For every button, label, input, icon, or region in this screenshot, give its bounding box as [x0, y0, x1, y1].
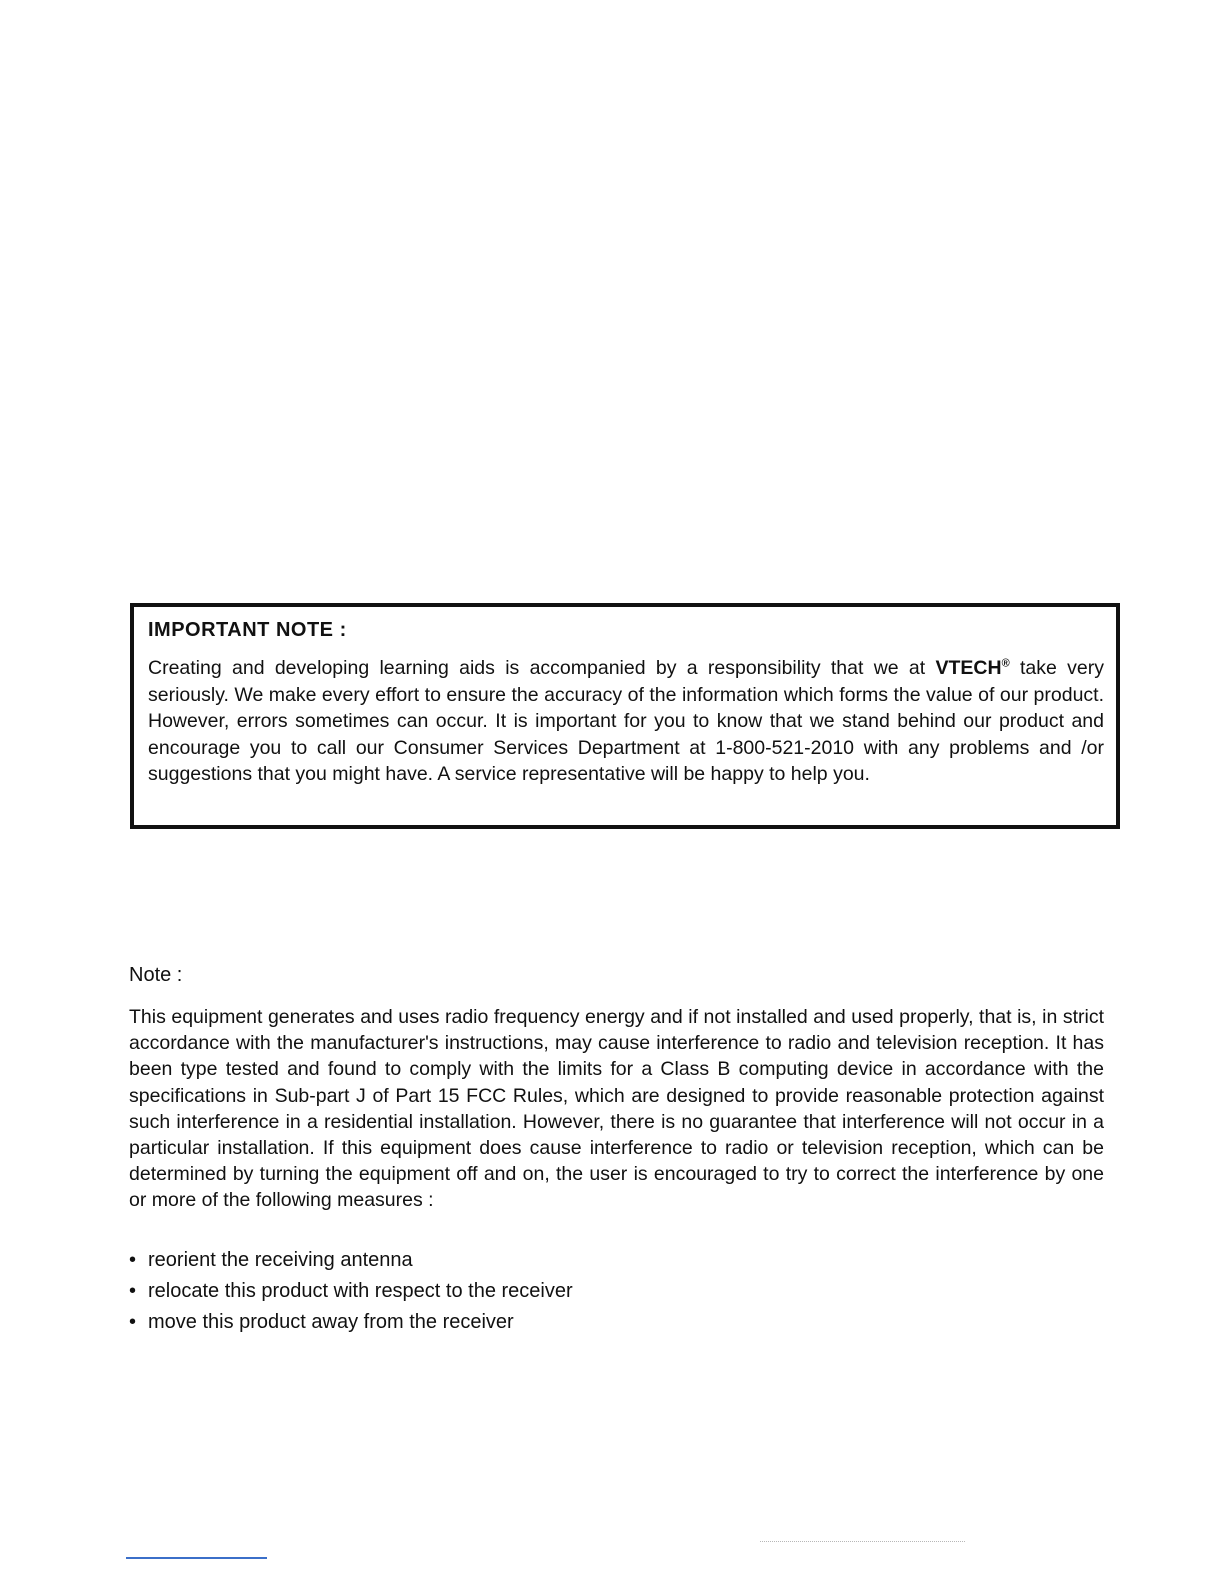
important-note-box: [130, 603, 1120, 829]
list-item: [129, 1307, 1104, 1338]
fcc-note-body: This equipment generates and uses radio frequency energy and if not installed and used properly, that is, in strict accordance with the manufacturer's instructions, may cause interference to radio and television reception. It has been type tested and found to comply with the limits for a Class B computing device in accordance with the specifications in Sub-part J of Part 15 FCC Rules, which are designed to provide reasonable protection against such interference in a residential installation. However, there is no guarantee that interference will not occur in a particular installation. If this equipment does cause interference to radio or television reception, which can be determined by turning the equipment off and on, the user is encouraged to try to correct the interference by one or more of the following measures :: [129, 1006, 1104, 1212]
bullet-icon: •: [129, 1310, 137, 1333]
important-note-title: IMPORTANT NOTE :: [148, 619, 347, 641]
important-note-text-end: take very seriously. We make every effort to ensure the accuracy of the information which forms the value of our product. However, errors sometimes can occur. It is important for you to know that we stand behind our product and encourage you to call our Consumer Services Department at 1-800-521-2010 with any problems and /or suggestions that you might have. A service representative will be happy to help you.: [148, 657, 1104, 785]
registered-mark: ®: [1001, 657, 1010, 670]
important-note-body: [148, 655, 1104, 788]
important-note-text-start: Creating and developing learning aids is accompanied by a responsibility that we at: [148, 657, 936, 679]
scan-artifact: [760, 1541, 965, 1544]
bullet-icon: •: [129, 1279, 137, 1302]
brand-text: VTECH: [935, 657, 1002, 679]
fcc-note-section: [129, 962, 1104, 1338]
list-item: [129, 1245, 1104, 1276]
fcc-note-label: Note :: [129, 964, 183, 986]
measure-text: move this product away from the receiver: [148, 1310, 514, 1333]
measure-text: reorient the receiving antenna: [148, 1248, 413, 1271]
footer-rule: [126, 1557, 267, 1559]
measure-text: relocate this product with respect to the receiver: [148, 1279, 573, 1302]
list-item: [129, 1276, 1104, 1307]
bullet-icon: •: [129, 1248, 137, 1271]
measures-list: [129, 1245, 1104, 1338]
brand-name: [936, 657, 1010, 679]
